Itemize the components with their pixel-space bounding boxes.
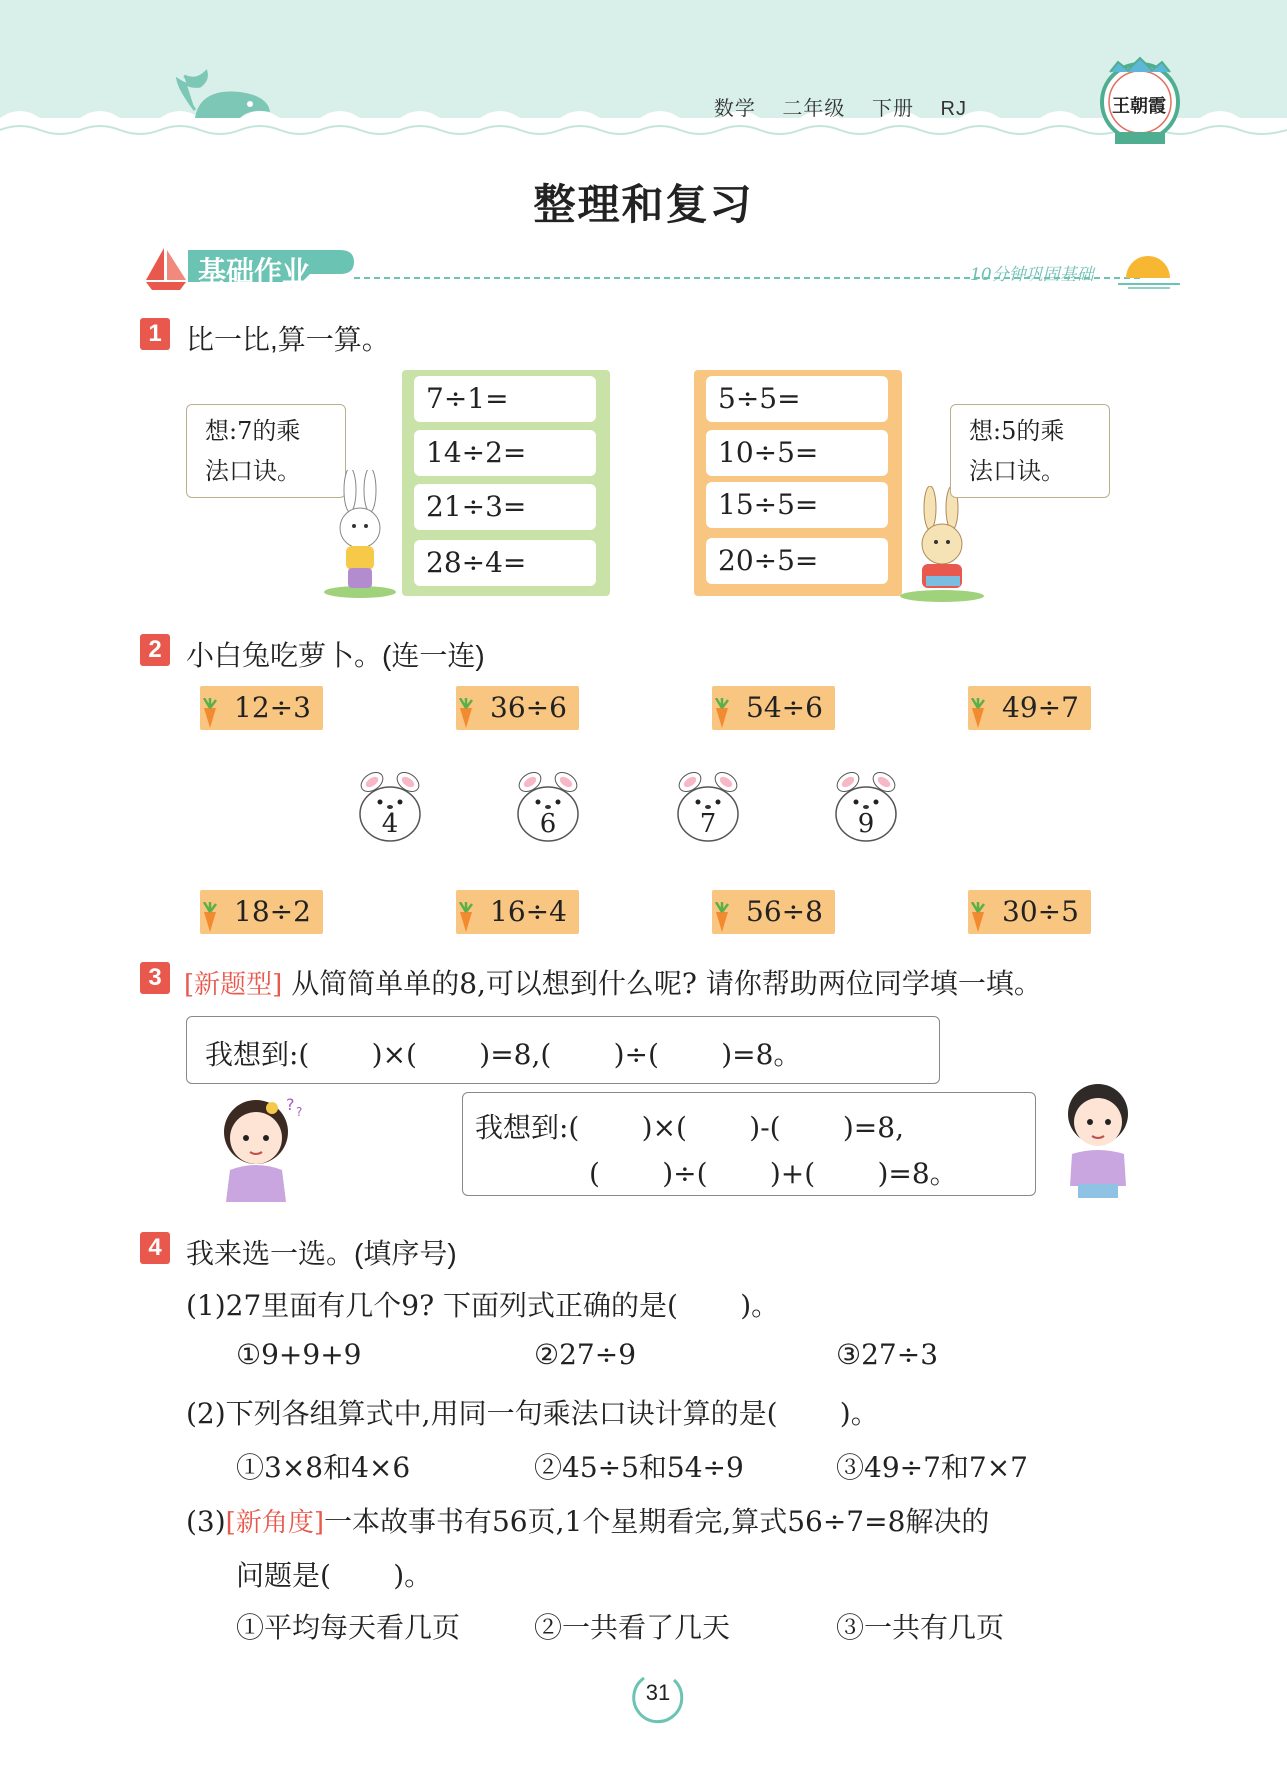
volume-label: 下册 (871, 98, 914, 120)
book-info (694, 92, 967, 121)
option[interactable]: ①9+9+9 (236, 1338, 362, 1371)
option[interactable]: ③一共有几页 (836, 1611, 1005, 1644)
carrot-expression[interactable]: 36÷6 (456, 686, 579, 730)
page-number: 31 (645, 1680, 671, 1705)
sub-question-2: (2)下列各组算式中,用同一句乘法口诀计算的是( )。 (186, 1397, 879, 1430)
hint-line: 法口诀。 (969, 457, 1065, 485)
question-number: 3 (140, 962, 170, 994)
carrot-expression[interactable]: 12÷3 (200, 686, 323, 730)
option[interactable]: ②27÷9 (534, 1338, 637, 1371)
carrot-expression[interactable]: 56÷8 (712, 890, 835, 934)
carrot-icon (966, 902, 990, 932)
rabbit-reading-illustration (896, 486, 988, 602)
carrot-expression[interactable]: 16÷4 (456, 890, 579, 934)
question-text: 比一比,算一算。 (186, 324, 390, 355)
carrot-expression[interactable]: 49÷7 (968, 686, 1091, 730)
sunset-icon (1118, 256, 1180, 288)
carrot-expression[interactable]: 18÷2 (200, 890, 323, 934)
question-tag: [新角度] (225, 1508, 324, 1538)
equation: 15÷5= (706, 482, 888, 528)
bunny-head-icon[interactable] (350, 762, 430, 844)
svg-text:?: ? (296, 1105, 303, 1119)
carrot-icon (710, 698, 734, 728)
edition-label: RJ (940, 98, 967, 120)
sub-question-3 (186, 1500, 989, 1540)
bunny-number: 9 (857, 809, 875, 839)
equation: 10÷5= (706, 430, 888, 476)
carrot-icon (710, 902, 734, 932)
carrot-expression[interactable]: 54÷6 (712, 686, 835, 730)
question-number: 4 (140, 1232, 170, 1264)
equation: 7÷1= (414, 376, 596, 422)
girl-answer-line[interactable]: 我想到:( )×( )=8,( )÷( )=8。 (205, 1038, 802, 1071)
hint-line: 想:5的乘 (969, 417, 1065, 445)
option[interactable]: ①3×8和4×6 (236, 1451, 411, 1484)
carrot-icon (198, 698, 222, 728)
page-title: 整理和复习 (533, 181, 754, 228)
equation: 21÷3= (414, 484, 596, 530)
boy-answer-line[interactable]: 我想到:( )×( )-( )=8, (475, 1111, 904, 1144)
option[interactable]: ②一共看了几天 (534, 1611, 731, 1644)
subject-label: 数学 (713, 98, 756, 120)
question-number: 1 (140, 318, 170, 350)
bunny-number: 7 (699, 809, 717, 839)
question-text: 小白兔吃萝卜。(连一连) (186, 640, 485, 671)
carrot-expression[interactable]: 30÷5 (968, 890, 1091, 934)
grade-label: 二年级 (782, 98, 846, 120)
section-subtitle: 10分钟巩固基础 (970, 265, 1094, 285)
equation: 28÷4= (414, 540, 596, 586)
sailboat-icon (146, 248, 186, 290)
section-title: 基础作业 (198, 256, 311, 287)
hint-line: 法口诀。 (205, 457, 301, 485)
question-line (184, 962, 1042, 1002)
sub-question-1: (1)27里面有几个9? 下面列式正确的是( )。 (186, 1289, 780, 1322)
sub-question-prefix: (3) (186, 1505, 226, 1538)
carrot-icon (198, 902, 222, 932)
carrot-icon (454, 698, 478, 728)
carrot-icon (454, 902, 478, 932)
option[interactable]: ②45÷5和54÷9 (534, 1451, 744, 1484)
sub-question-3-continued: 问题是( )。 (236, 1559, 433, 1592)
header-wave-band (0, 0, 1287, 150)
bunny-head-icon[interactable] (508, 762, 588, 844)
equation-panel-left (402, 370, 610, 596)
boy-thought-box (462, 1092, 1036, 1196)
girl-thought-box (186, 1016, 940, 1084)
girl-thinking-illustration (210, 1090, 310, 1202)
equation: 20÷5= (706, 538, 888, 584)
svg-text:?: ? (286, 1095, 295, 1114)
question-text: 从简简单单的8,可以想到什么呢? 请你帮助两位同学填一填。 (291, 967, 1042, 1000)
bunny-head-icon[interactable] (826, 762, 906, 844)
option[interactable]: ③49÷7和7×7 (836, 1451, 1028, 1484)
equation-panel-right (694, 370, 902, 596)
sub-question-text: 一本故事书有56页,1个星期看完,算式56÷7=8解决的 (323, 1505, 990, 1538)
question-tag: [新题型] (184, 970, 283, 1000)
carrot-icon (966, 698, 990, 728)
rabbit-girl-illustration (320, 470, 400, 600)
equation: 14÷2= (414, 430, 596, 476)
hint-bubble-right (950, 404, 1110, 498)
question-text: 我来选一选。(填序号) (186, 1238, 457, 1269)
option[interactable]: ①平均每天看几页 (236, 1611, 461, 1644)
equation: 5÷5= (706, 376, 888, 422)
boy-answer-line[interactable]: ( )÷( )+( )=8。 (589, 1157, 958, 1190)
bunny-number: 4 (381, 809, 399, 839)
option[interactable]: ③27÷3 (836, 1338, 939, 1371)
bunny-number: 6 (539, 809, 557, 839)
hint-line: 想:7的乘 (205, 417, 301, 445)
question-number: 2 (140, 634, 170, 666)
boy-thinking-illustration (1056, 1076, 1140, 1200)
bunny-head-icon[interactable] (668, 762, 748, 844)
logo-text: 王朝霞 (1112, 96, 1166, 117)
